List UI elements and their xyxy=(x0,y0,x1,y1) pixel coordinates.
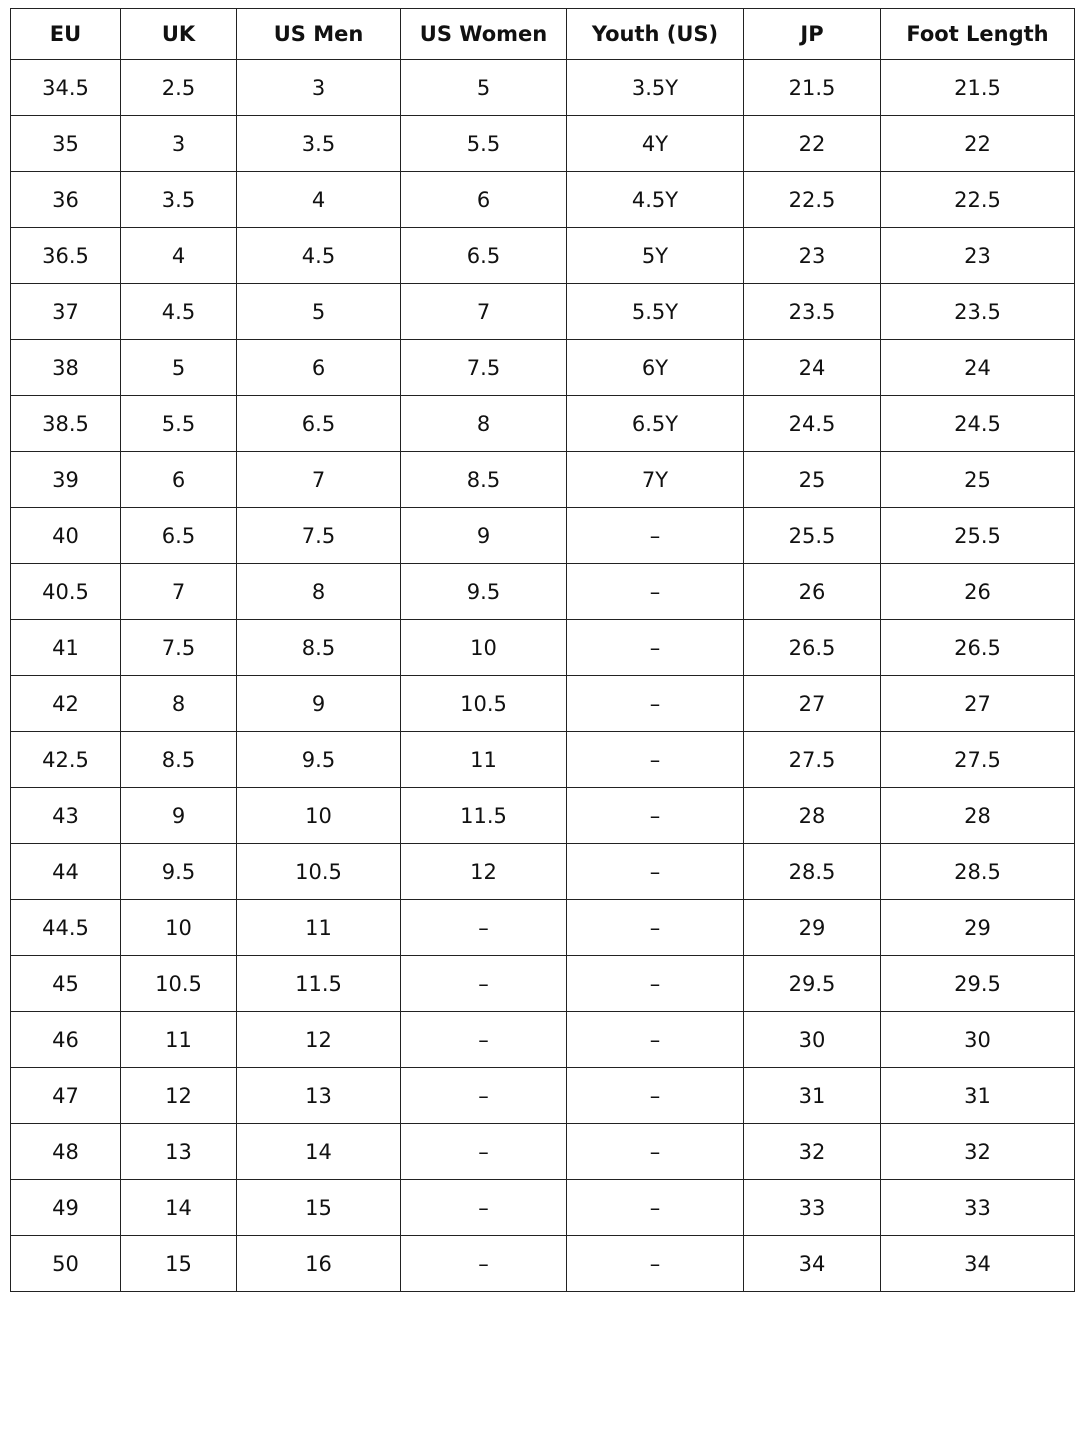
cell-us-women: 5 xyxy=(401,60,567,116)
cell-us-men: 6 xyxy=(237,340,401,396)
cell-foot-length: 22.5 xyxy=(881,172,1075,228)
table-row xyxy=(11,284,1075,340)
table-row xyxy=(11,1124,1075,1180)
cell-eu: 37 xyxy=(11,284,121,340)
cell-eu: 50 xyxy=(11,1236,121,1292)
table-row xyxy=(11,1068,1075,1124)
cell-eu: 41 xyxy=(11,620,121,676)
table-row xyxy=(11,340,1075,396)
cell-youth-us: – xyxy=(567,956,744,1012)
cell-eu: 36 xyxy=(11,172,121,228)
cell-us-men: 8.5 xyxy=(237,620,401,676)
cell-youth-us: – xyxy=(567,508,744,564)
table-row xyxy=(11,116,1075,172)
table-header xyxy=(11,9,1075,60)
size-conversion-table xyxy=(10,8,1075,1292)
cell-us-women: 11 xyxy=(401,732,567,788)
cell-us-women: 5.5 xyxy=(401,116,567,172)
cell-us-men: 3 xyxy=(237,60,401,116)
cell-youth-us: 7Y xyxy=(567,452,744,508)
cell-foot-length: 26 xyxy=(881,564,1075,620)
cell-jp: 27 xyxy=(744,676,881,732)
cell-jp: 24 xyxy=(744,340,881,396)
cell-us-women: 9.5 xyxy=(401,564,567,620)
table-row xyxy=(11,1180,1075,1236)
cell-foot-length: 23.5 xyxy=(881,284,1075,340)
cell-jp: 25 xyxy=(744,452,881,508)
cell-eu: 35 xyxy=(11,116,121,172)
cell-us-women: 9 xyxy=(401,508,567,564)
cell-foot-length: 28.5 xyxy=(881,844,1075,900)
column-header-youth-us: Youth (US) xyxy=(567,9,744,60)
table-row xyxy=(11,452,1075,508)
cell-youth-us: – xyxy=(567,788,744,844)
cell-us-men: 7 xyxy=(237,452,401,508)
cell-us-women: – xyxy=(401,1236,567,1292)
cell-us-women: 11.5 xyxy=(401,788,567,844)
cell-foot-length: 31 xyxy=(881,1068,1075,1124)
table-row xyxy=(11,900,1075,956)
cell-eu: 40 xyxy=(11,508,121,564)
cell-youth-us: – xyxy=(567,732,744,788)
column-header-us-men: US Men xyxy=(237,9,401,60)
cell-eu: 44 xyxy=(11,844,121,900)
cell-foot-length: 30 xyxy=(881,1012,1075,1068)
cell-us-men: 9.5 xyxy=(237,732,401,788)
cell-jp: 33 xyxy=(744,1180,881,1236)
cell-uk: 2.5 xyxy=(121,60,237,116)
cell-us-men: 12 xyxy=(237,1012,401,1068)
cell-us-women: – xyxy=(401,1180,567,1236)
cell-jp: 32 xyxy=(744,1124,881,1180)
cell-us-women: 6 xyxy=(401,172,567,228)
cell-uk: 6.5 xyxy=(121,508,237,564)
cell-eu: 44.5 xyxy=(11,900,121,956)
cell-us-women: 10 xyxy=(401,620,567,676)
cell-us-women: – xyxy=(401,900,567,956)
cell-uk: 7 xyxy=(121,564,237,620)
cell-eu: 42 xyxy=(11,676,121,732)
table-row xyxy=(11,1236,1075,1292)
cell-youth-us: 4Y xyxy=(567,116,744,172)
cell-us-women: 7 xyxy=(401,284,567,340)
cell-foot-length: 23 xyxy=(881,228,1075,284)
cell-jp: 26.5 xyxy=(744,620,881,676)
cell-eu: 34.5 xyxy=(11,60,121,116)
cell-us-women: 8 xyxy=(401,396,567,452)
cell-youth-us: – xyxy=(567,900,744,956)
cell-jp: 34 xyxy=(744,1236,881,1292)
cell-jp: 26 xyxy=(744,564,881,620)
cell-youth-us: – xyxy=(567,676,744,732)
cell-jp: 30 xyxy=(744,1012,881,1068)
cell-foot-length: 24 xyxy=(881,340,1075,396)
table-row xyxy=(11,508,1075,564)
cell-us-women: – xyxy=(401,1012,567,1068)
cell-us-women: – xyxy=(401,1068,567,1124)
column-header-eu: EU xyxy=(11,9,121,60)
cell-uk: 15 xyxy=(121,1236,237,1292)
table-row xyxy=(11,396,1075,452)
table-row xyxy=(11,676,1075,732)
cell-us-men: 11 xyxy=(237,900,401,956)
cell-jp: 28 xyxy=(744,788,881,844)
cell-us-men: 14 xyxy=(237,1124,401,1180)
column-header-jp: JP xyxy=(744,9,881,60)
cell-foot-length: 22 xyxy=(881,116,1075,172)
cell-jp: 22.5 xyxy=(744,172,881,228)
cell-us-men: 10.5 xyxy=(237,844,401,900)
cell-us-men: 10 xyxy=(237,788,401,844)
table-row xyxy=(11,956,1075,1012)
cell-jp: 29 xyxy=(744,900,881,956)
table-row xyxy=(11,228,1075,284)
cell-eu: 38.5 xyxy=(11,396,121,452)
cell-youth-us: 6.5Y xyxy=(567,396,744,452)
cell-us-men: 5 xyxy=(237,284,401,340)
cell-eu: 39 xyxy=(11,452,121,508)
cell-us-women: 6.5 xyxy=(401,228,567,284)
cell-uk: 4 xyxy=(121,228,237,284)
cell-jp: 25.5 xyxy=(744,508,881,564)
cell-uk: 3 xyxy=(121,116,237,172)
cell-eu: 38 xyxy=(11,340,121,396)
cell-jp: 23 xyxy=(744,228,881,284)
cell-youth-us: – xyxy=(567,1012,744,1068)
cell-foot-length: 25.5 xyxy=(881,508,1075,564)
cell-us-women: – xyxy=(401,956,567,1012)
cell-uk: 10 xyxy=(121,900,237,956)
cell-uk: 8 xyxy=(121,676,237,732)
cell-foot-length: 28 xyxy=(881,788,1075,844)
table-row xyxy=(11,60,1075,116)
cell-jp: 24.5 xyxy=(744,396,881,452)
table-row xyxy=(11,172,1075,228)
cell-uk: 9.5 xyxy=(121,844,237,900)
cell-uk: 4.5 xyxy=(121,284,237,340)
cell-us-men: 8 xyxy=(237,564,401,620)
cell-foot-length: 29.5 xyxy=(881,956,1075,1012)
cell-foot-length: 32 xyxy=(881,1124,1075,1180)
cell-us-women: 12 xyxy=(401,844,567,900)
table-body xyxy=(11,60,1075,1292)
cell-jp: 23.5 xyxy=(744,284,881,340)
cell-us-men: 7.5 xyxy=(237,508,401,564)
cell-eu: 49 xyxy=(11,1180,121,1236)
cell-jp: 31 xyxy=(744,1068,881,1124)
cell-jp: 21.5 xyxy=(744,60,881,116)
cell-eu: 40.5 xyxy=(11,564,121,620)
cell-foot-length: 29 xyxy=(881,900,1075,956)
cell-foot-length: 25 xyxy=(881,452,1075,508)
table-row xyxy=(11,564,1075,620)
cell-jp: 28.5 xyxy=(744,844,881,900)
cell-us-women: 8.5 xyxy=(401,452,567,508)
cell-us-men: 3.5 xyxy=(237,116,401,172)
cell-us-men: 15 xyxy=(237,1180,401,1236)
cell-foot-length: 34 xyxy=(881,1236,1075,1292)
cell-us-men: 6.5 xyxy=(237,396,401,452)
cell-uk: 6 xyxy=(121,452,237,508)
cell-uk: 8.5 xyxy=(121,732,237,788)
cell-us-men: 11.5 xyxy=(237,956,401,1012)
cell-eu: 47 xyxy=(11,1068,121,1124)
cell-eu: 42.5 xyxy=(11,732,121,788)
cell-us-women: 10.5 xyxy=(401,676,567,732)
cell-uk: 14 xyxy=(121,1180,237,1236)
cell-uk: 10.5 xyxy=(121,956,237,1012)
cell-youth-us: 3.5Y xyxy=(567,60,744,116)
cell-eu: 43 xyxy=(11,788,121,844)
cell-foot-length: 21.5 xyxy=(881,60,1075,116)
cell-uk: 12 xyxy=(121,1068,237,1124)
cell-youth-us: – xyxy=(567,564,744,620)
cell-jp: 27.5 xyxy=(744,732,881,788)
cell-us-men: 9 xyxy=(237,676,401,732)
header-row xyxy=(11,9,1075,60)
cell-us-men: 13 xyxy=(237,1068,401,1124)
cell-jp: 22 xyxy=(744,116,881,172)
cell-youth-us: – xyxy=(567,620,744,676)
cell-uk: 7.5 xyxy=(121,620,237,676)
cell-eu: 48 xyxy=(11,1124,121,1180)
cell-foot-length: 33 xyxy=(881,1180,1075,1236)
cell-us-men: 4 xyxy=(237,172,401,228)
cell-uk: 3.5 xyxy=(121,172,237,228)
cell-eu: 36.5 xyxy=(11,228,121,284)
table-row xyxy=(11,1012,1075,1068)
cell-eu: 46 xyxy=(11,1012,121,1068)
cell-foot-length: 24.5 xyxy=(881,396,1075,452)
cell-youth-us: – xyxy=(567,1124,744,1180)
column-header-us-women: US Women xyxy=(401,9,567,60)
cell-eu: 45 xyxy=(11,956,121,1012)
cell-foot-length: 27 xyxy=(881,676,1075,732)
column-header-foot-length: Foot Length xyxy=(881,9,1075,60)
cell-us-women: 7.5 xyxy=(401,340,567,396)
table-row xyxy=(11,620,1075,676)
cell-youth-us: – xyxy=(567,1180,744,1236)
cell-us-women: – xyxy=(401,1124,567,1180)
cell-us-men: 16 xyxy=(237,1236,401,1292)
column-header-uk: UK xyxy=(121,9,237,60)
cell-uk: 5 xyxy=(121,340,237,396)
table-row xyxy=(11,732,1075,788)
table-row xyxy=(11,844,1075,900)
cell-youth-us: 4.5Y xyxy=(567,172,744,228)
cell-foot-length: 26.5 xyxy=(881,620,1075,676)
cell-uk: 11 xyxy=(121,1012,237,1068)
cell-foot-length: 27.5 xyxy=(881,732,1075,788)
cell-youth-us: – xyxy=(567,1068,744,1124)
cell-jp: 29.5 xyxy=(744,956,881,1012)
table-row xyxy=(11,788,1075,844)
cell-youth-us: – xyxy=(567,844,744,900)
cell-uk: 9 xyxy=(121,788,237,844)
cell-uk: 13 xyxy=(121,1124,237,1180)
cell-uk: 5.5 xyxy=(121,396,237,452)
cell-youth-us: 5Y xyxy=(567,228,744,284)
cell-youth-us: – xyxy=(567,1236,744,1292)
cell-youth-us: 5.5Y xyxy=(567,284,744,340)
cell-youth-us: 6Y xyxy=(567,340,744,396)
cell-us-men: 4.5 xyxy=(237,228,401,284)
